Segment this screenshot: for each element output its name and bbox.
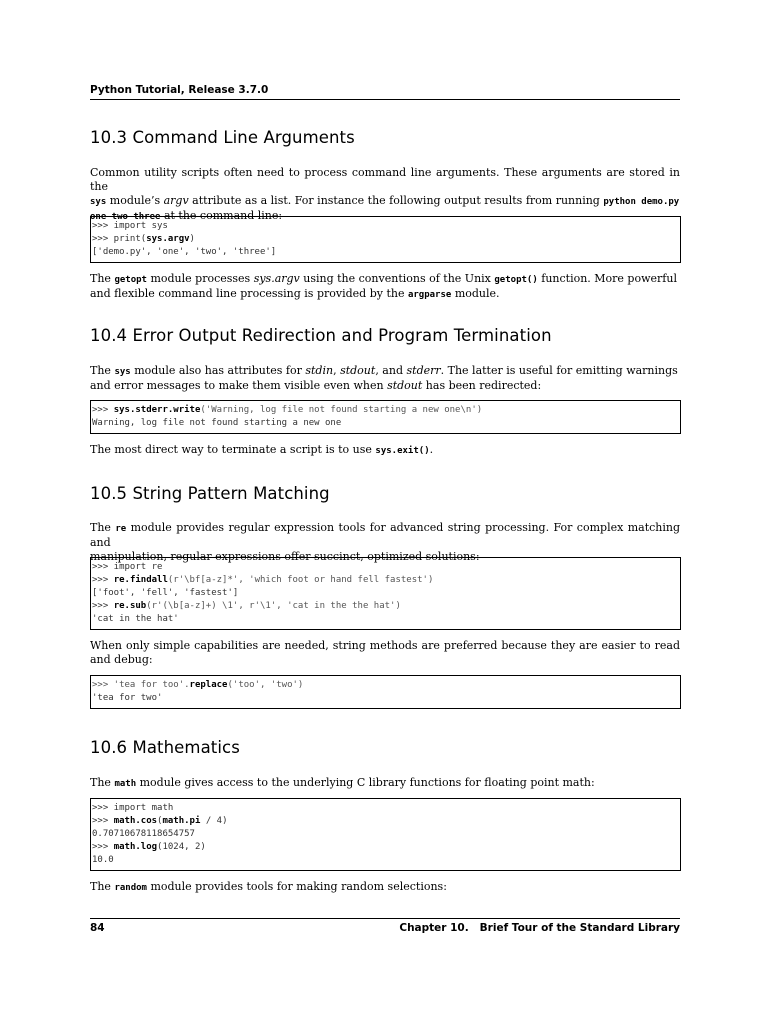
- text-run: The: [90, 776, 115, 789]
- document-page: [90, 0, 680, 1024]
- code-token: >>>: [92, 601, 114, 611]
- inline-code: re: [115, 524, 127, 534]
- code-token: >>>: [92, 842, 114, 852]
- inline-code: argparse: [407, 290, 452, 300]
- paragraph-getopt: [90, 272, 680, 302]
- text-run: module provides regular expression tools for advanced string processing. For complex matching and: [90, 521, 680, 549]
- code-line: 'tea for two': [92, 693, 163, 703]
- inline-code: random: [114, 883, 147, 893]
- code-token: ('Warning, log file not found starting a new one\n'): [200, 405, 483, 415]
- code-token: math.cos: [113, 816, 158, 826]
- inline-code: python demo.py: [603, 197, 680, 207]
- code-line: Warning, log file not found starting a new one: [92, 418, 342, 428]
- emphasis: stdout: [387, 379, 423, 392]
- code-line: >>> import sys: [92, 221, 168, 231]
- text-run: module also has attributes for: [130, 364, 306, 377]
- text-run: The: [90, 364, 115, 377]
- page-footer: [90, 918, 680, 934]
- inline-code: one two three: [90, 212, 161, 222]
- text-run: The most direct way to terminate a script is to use: [90, 443, 376, 456]
- code-block-stderr: [90, 400, 681, 434]
- code-line: >>> import re: [92, 562, 163, 572]
- code-line: ['demo.py', 'one', 'two', 'three']: [92, 247, 277, 257]
- section-heading-10-5: 10.5 String Pattern Matching: [90, 484, 330, 503]
- emphasis: stderr: [406, 364, 441, 377]
- code-line: 10.0: [92, 855, 114, 865]
- inline-code: sys.exit(): [375, 446, 430, 456]
- code-block-math: [90, 798, 681, 871]
- paragraph-sys-streams: [90, 364, 680, 393]
- code-token: (: [157, 816, 163, 826]
- text-run: module processes: [146, 272, 254, 285]
- text-run: has been redirected:: [422, 379, 542, 392]
- code-block-replace: [90, 675, 681, 709]
- text-run: module.: [451, 287, 500, 300]
- code-token: / 4): [200, 816, 228, 826]
- text-run: function. More powerful: [537, 272, 677, 285]
- code-token: >>>: [92, 816, 114, 826]
- section-heading-10-6: 10.6 Mathematics: [90, 738, 240, 757]
- paragraph-random-intro: [90, 880, 680, 895]
- paragraph-math-intro: [90, 776, 680, 791]
- text-run: at the command line:: [160, 209, 283, 222]
- code-line: 'cat in the hat': [92, 614, 179, 624]
- code-line: >>> import math: [92, 803, 174, 813]
- code-block-sys-argv: [90, 216, 681, 263]
- code-token: ('too', 'two'): [227, 680, 304, 690]
- code-token: >>>: [92, 405, 114, 415]
- code-token: (r'\bf[a-z]*', 'which foot or hand fell fastest'): [167, 575, 434, 585]
- running-header: Python Tutorial, Release 3.7.0: [90, 84, 680, 100]
- emphasis: stdout: [340, 364, 376, 377]
- inline-code: sys: [90, 197, 107, 207]
- text-run: ,: [333, 364, 341, 377]
- code-token: re.findall: [113, 575, 168, 585]
- code-token: (1024, 2): [157, 842, 206, 852]
- inline-code: getopt: [114, 275, 147, 285]
- code-token: sys.stderr.write: [113, 405, 201, 415]
- page-number: 84: [90, 922, 105, 934]
- text-run: and error messages to make them visible even when: [90, 379, 388, 392]
- code-block-re: [90, 557, 681, 630]
- emphasis: stdin: [305, 364, 334, 377]
- inline-code: getopt(): [494, 275, 538, 285]
- code-token: math.pi: [162, 816, 201, 826]
- text-run: The: [90, 521, 116, 534]
- section-heading-10-4: 10.4 Error Output Redirection and Program Termination: [90, 326, 552, 345]
- text-run: Common utility scripts often need to process command line arguments. These arguments are stored in the: [90, 166, 680, 193]
- code-token: replace: [189, 680, 228, 690]
- code-token: ): [189, 234, 195, 244]
- text-run: The: [90, 272, 115, 285]
- chapter-title: Chapter 10. Brief Tour of the Standard Library: [399, 922, 680, 934]
- emphasis: argv: [163, 194, 189, 207]
- paragraph-string-methods: When only simple capabilities are needed, string methods are preferred because they are easier to read and debug:: [90, 639, 680, 666]
- text-run: , and: [375, 364, 407, 377]
- paragraph-sys-exit: [90, 443, 680, 458]
- inline-code: sys: [114, 367, 131, 377]
- text-run: . The latter is useful for emitting warnings: [440, 364, 678, 377]
- section-heading-10-3: 10.3 Command Line Arguments: [90, 128, 355, 147]
- text-run: module provides tools for making random selections:: [146, 880, 447, 893]
- text-run: attribute as a list. For instance the following output results from running: [188, 194, 604, 207]
- text-run: using the conventions of the Unix: [299, 272, 495, 285]
- code-line: >>> print(: [92, 234, 147, 244]
- text-run: and flexible command line processing is provided by the: [90, 287, 408, 300]
- inline-code: math: [114, 779, 137, 789]
- code-line: ['foot', 'fell', 'fastest']: [92, 588, 239, 598]
- code-token: re.sub: [113, 601, 147, 611]
- text-run: module gives access to the underlying C library functions for floating point math:: [136, 776, 595, 789]
- code-line: 0.70710678118654757: [92, 829, 195, 839]
- text-run: .: [429, 443, 434, 456]
- code-token: math.log: [113, 842, 158, 852]
- code-token: (r'(\b[a-z]+) \1', r'\1', 'cat in the the hat'): [146, 601, 401, 611]
- text-run: manipulation, regular expressions offer succinct, optimized solutions:: [90, 550, 480, 563]
- text-run: module’s: [106, 194, 164, 207]
- code-token: >>> 'tea for too'.: [92, 680, 190, 690]
- code-token: >>>: [92, 575, 114, 585]
- text-run: The: [90, 880, 115, 893]
- emphasis: sys.argv: [253, 272, 300, 285]
- code-token: sys.argv: [146, 234, 190, 244]
